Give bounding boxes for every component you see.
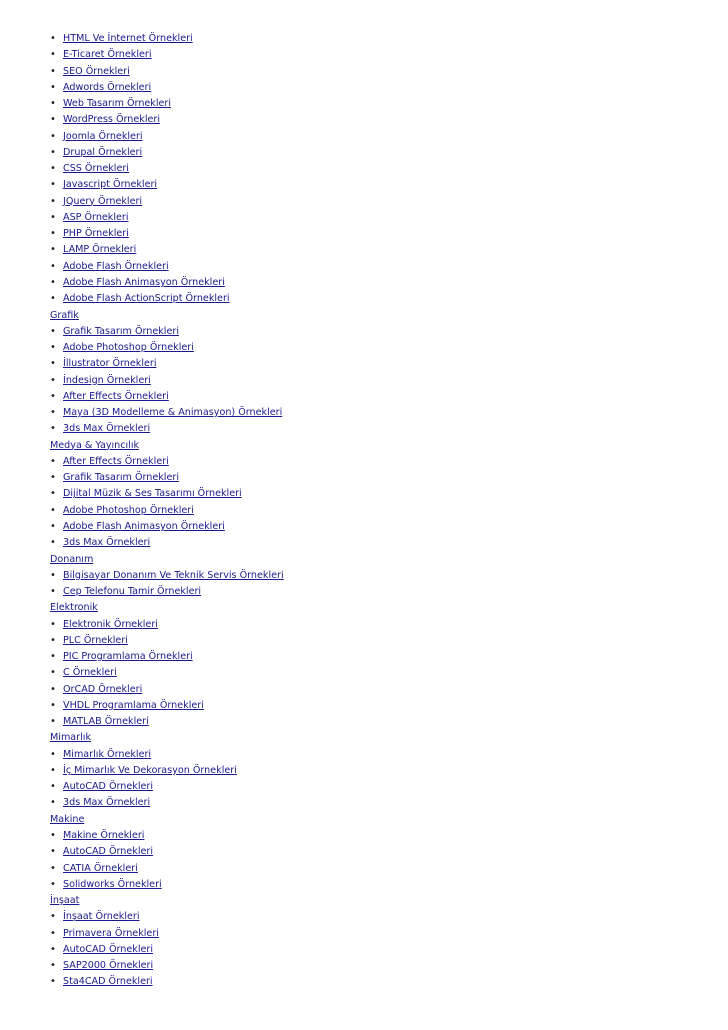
bullet-icon: • — [50, 179, 56, 191]
bullet-icon: • — [50, 211, 56, 223]
list-item — [50, 958, 690, 974]
list-item — [50, 389, 690, 405]
course-link-makine-ornekleri[interactable]: Makine Örnekleri — [63, 830, 145, 842]
list-item — [50, 535, 690, 551]
list-item — [50, 763, 690, 779]
course-link-illustrator-ornekleri[interactable]: İllustrator Örnekleri — [63, 358, 157, 370]
bullet-icon: • — [50, 260, 56, 272]
list-item — [50, 129, 690, 145]
course-link-3ds-max-ornekleri[interactable]: 3ds Max Örnekleri — [63, 537, 151, 549]
course-link-catia-ornekleri[interactable]: CATIA Örnekleri — [63, 862, 138, 874]
list-item — [50, 356, 690, 372]
list-item — [50, 31, 690, 47]
list-item — [50, 486, 690, 502]
list-item — [50, 844, 690, 860]
bullet-icon: • — [50, 244, 56, 256]
course-link-e-ticaret-ornekleri[interactable]: E-Ticaret Örnekleri — [63, 49, 152, 61]
list-item — [50, 80, 690, 96]
list-item — [50, 470, 690, 486]
list-item — [50, 324, 690, 340]
bullet-icon: • — [50, 683, 56, 695]
category-heading-link[interactable]: Medya & Yayıncılık — [50, 439, 140, 451]
bullet-icon: • — [50, 960, 56, 972]
list-item — [50, 665, 690, 681]
list-item — [50, 877, 690, 893]
course-link-mimarlik-ornekleri[interactable]: Mimarlık Örnekleri — [63, 748, 152, 760]
course-link-adobe-photoshop-ornekleri[interactable]: Adobe Photoshop Örnekleri — [63, 342, 194, 354]
list-item — [50, 519, 690, 535]
bullet-icon: • — [50, 781, 56, 793]
list-item — [50, 421, 690, 437]
list-item — [50, 145, 690, 161]
bullet-icon: • — [50, 407, 56, 419]
bullet-icon: • — [50, 667, 56, 679]
bullet-icon: • — [50, 163, 56, 175]
course-link-3ds-max-ornekleri[interactable]: 3ds Max Örnekleri — [63, 797, 151, 809]
course-link-autocad-ornekleri[interactable]: AutoCAD Örnekleri — [63, 781, 154, 793]
course-link-php-ornekleri[interactable]: PHP Örnekleri — [63, 228, 129, 240]
list-item — [50, 405, 690, 421]
course-link-html-ve-internet-ornekleri[interactable]: HTML Ve İnternet Örnekleri — [63, 33, 193, 44]
course-link-dijital-muzik-ses-tasarimi-ornekleri[interactable]: Dijital Müzik & Ses Tasarımı Örnekleri — [63, 488, 242, 500]
bullet-icon: • — [50, 342, 56, 354]
course-link-asp-ornekleri[interactable]: ASP Örnekleri — [63, 211, 129, 223]
bullet-icon: • — [50, 862, 56, 874]
bullet-icon: • — [50, 390, 56, 402]
list-item — [50, 194, 690, 210]
course-link-after-effects-ornekleri[interactable]: After Effects Örnekleri — [63, 455, 169, 467]
bullet-icon: • — [50, 374, 56, 386]
course-link-c-ornekleri[interactable]: C Örnekleri — [63, 667, 117, 679]
course-link-ic-mimarlik-ve-dekorasyon-ornekleri[interactable]: İç Mimarlık Ve Dekorasyon Örnekleri — [63, 764, 237, 776]
course-link-adobe-flash-actionscript-ornekleri[interactable]: Adobe Flash ActionScript Örnekleri — [63, 293, 230, 305]
bullet-icon: • — [50, 586, 56, 598]
bullet-icon: • — [50, 455, 56, 467]
bullet-icon: • — [50, 797, 56, 809]
bullet-icon: • — [50, 537, 56, 549]
course-link-3ds-max-ornekleri[interactable]: 3ds Max Örnekleri — [63, 423, 151, 435]
list-item — [50, 682, 690, 698]
category-heading-link[interactable]: Donanım — [50, 553, 94, 565]
list-item — [50, 177, 690, 193]
bullet-icon: • — [50, 49, 56, 61]
list-item — [50, 942, 690, 958]
course-link-seo-ornekleri[interactable]: SEO Örnekleri — [63, 65, 130, 77]
bullet-icon: • — [50, 927, 56, 939]
category-heading-link[interactable]: Mimarlık — [50, 732, 91, 744]
bullet-icon: • — [50, 618, 56, 630]
course-link-adobe-flash-animasyon-ornekleri[interactable]: Adobe Flash Animasyon Örnekleri — [63, 520, 225, 532]
course-link-pic-programlama-ornekleri[interactable]: PIC Programlama Örnekleri — [63, 651, 193, 663]
course-link-matlab-ornekleri[interactable]: MATLAB Örnekleri — [63, 716, 149, 728]
list-item — [50, 64, 690, 80]
list-item — [50, 747, 690, 763]
category-heading-mimarlik — [50, 730, 690, 746]
bullet-icon: • — [50, 65, 56, 77]
bullet-icon: • — [50, 33, 56, 44]
bullet-icon: • — [50, 520, 56, 532]
course-link-orcad-ornekleri[interactable]: OrCAD Örnekleri — [63, 683, 143, 695]
course-link-plc-ornekleri[interactable]: PLC Örnekleri — [63, 634, 128, 646]
list-item — [50, 779, 690, 795]
list-item — [50, 373, 690, 389]
bullet-icon: • — [50, 488, 56, 500]
course-link-insaat-ornekleri[interactable]: İnşaat Örnekleri — [63, 911, 140, 923]
course-link-web-tasarim-ornekleri[interactable]: Web Tasarım Örnekleri — [63, 98, 172, 110]
category-heading-link[interactable]: Makine — [50, 813, 85, 825]
course-link-adobe-flash-ornekleri[interactable]: Adobe Flash Örnekleri — [63, 260, 169, 272]
category-heading-elektronik — [50, 600, 690, 616]
course-link-primavera-ornekleri[interactable]: Primavera Örnekleri — [63, 927, 159, 939]
course-link-autocad-ornekleri[interactable]: AutoCAD Örnekleri — [63, 846, 154, 858]
course-link-list — [50, 31, 690, 991]
bullet-icon: • — [50, 228, 56, 240]
list-item — [50, 291, 690, 307]
course-link-sap2000-ornekleri[interactable]: SAP2000 Örnekleri — [63, 960, 154, 972]
course-link-solidworks-ornekleri[interactable]: Solidworks Örnekleri — [63, 878, 162, 890]
list-item — [50, 454, 690, 470]
list-item — [50, 584, 690, 600]
course-link-adwords-ornekleri[interactable]: Adwords Örnekleri — [63, 81, 152, 93]
list-item — [50, 275, 690, 291]
course-link-after-effects-ornekleri[interactable]: After Effects Örnekleri — [63, 390, 169, 402]
course-link-bilgisayar-donanim-ve-teknik-servis-ornekleri[interactable]: Bilgisayar Donanım Ve Teknik Servis Örnekleri — [63, 569, 284, 581]
bullet-icon: • — [50, 878, 56, 890]
bullet-icon: • — [50, 716, 56, 728]
bullet-icon: • — [50, 472, 56, 484]
bullet-icon: • — [50, 276, 56, 288]
course-link-drupal-ornekleri[interactable]: Drupal Örnekleri — [63, 146, 143, 158]
course-link-css-ornekleri[interactable]: CSS Örnekleri — [63, 163, 129, 175]
list-item — [50, 340, 690, 356]
list-item — [50, 226, 690, 242]
category-heading-link[interactable]: Grafik — [50, 309, 79, 321]
list-item — [50, 633, 690, 649]
bullet-icon: • — [50, 293, 56, 305]
course-link-jquery-ornekleri[interactable]: JQuery Örnekleri — [63, 195, 143, 207]
course-link-grafik-tasarim-ornekleri[interactable]: Grafik Tasarım Örnekleri — [63, 472, 179, 484]
list-item — [50, 112, 690, 128]
bullet-icon: • — [50, 943, 56, 955]
course-link-vhdl-programlama-ornekleri[interactable]: VHDL Programlama Örnekleri — [63, 699, 204, 711]
list-item — [50, 714, 690, 730]
list-item — [50, 698, 690, 714]
list-item — [50, 568, 690, 584]
category-heading-link[interactable]: İnşaat — [50, 895, 80, 907]
list-item — [50, 795, 690, 811]
list-item — [50, 242, 690, 258]
course-link-joomla-ornekleri[interactable]: Joomla Örnekleri — [63, 130, 143, 142]
bullet-icon: • — [50, 114, 56, 126]
list-item — [50, 828, 690, 844]
course-link-wordpress-ornekleri[interactable]: WordPress Örnekleri — [63, 114, 161, 126]
list-item — [50, 47, 690, 63]
category-heading-donanim — [50, 552, 690, 568]
bullet-icon: • — [50, 830, 56, 842]
list-item — [50, 861, 690, 877]
course-link-javascript-ornekleri[interactable]: Javascript Örnekleri — [63, 179, 158, 191]
bullet-icon: • — [50, 569, 56, 581]
list-item — [50, 161, 690, 177]
bullet-icon: • — [50, 651, 56, 663]
bullet-icon: • — [50, 130, 56, 142]
bullet-icon: • — [50, 325, 56, 337]
bullet-icon: • — [50, 146, 56, 158]
category-heading-medya-yayincilik — [50, 438, 690, 454]
category-heading-grafik — [50, 308, 690, 324]
course-link-grafik-tasarim-ornekleri[interactable]: Grafik Tasarım Örnekleri — [63, 325, 179, 337]
bullet-icon: • — [50, 504, 56, 516]
bullet-icon: • — [50, 911, 56, 923]
list-item — [50, 909, 690, 925]
list-item — [50, 503, 690, 519]
list-item — [50, 259, 690, 275]
bullet-icon: • — [50, 423, 56, 435]
course-link-maya-3d-modelleme-animasyon-ornekleri[interactable]: Maya (3D Modelleme & Animasyon) Örnekleri — [63, 407, 283, 419]
category-heading-insaat — [50, 893, 690, 909]
bullet-icon: • — [50, 699, 56, 711]
course-link-adobe-flash-animasyon-ornekleri[interactable]: Adobe Flash Animasyon Örnekleri — [63, 276, 225, 288]
bullet-icon: • — [50, 98, 56, 110]
bullet-icon: • — [50, 195, 56, 207]
bullet-icon: • — [50, 81, 56, 93]
course-link-lamp-ornekleri[interactable]: LAMP Örnekleri — [63, 244, 137, 256]
list-item — [50, 926, 690, 942]
bullet-icon: • — [50, 358, 56, 370]
list-item — [50, 96, 690, 112]
bullet-icon: • — [50, 748, 56, 760]
list-item — [50, 210, 690, 226]
course-link-adobe-photoshop-ornekleri[interactable]: Adobe Photoshop Örnekleri — [63, 504, 194, 516]
list-item — [50, 974, 690, 990]
category-heading-makine — [50, 812, 690, 828]
bullet-icon: • — [50, 846, 56, 858]
course-link-elektronik-ornekleri[interactable]: Elektronik Örnekleri — [63, 618, 158, 630]
bullet-icon: • — [50, 634, 56, 646]
course-link-indesign-ornekleri[interactable]: İndesign Örnekleri — [63, 374, 151, 386]
category-heading-link[interactable]: Elektronik — [50, 602, 98, 614]
list-item — [50, 617, 690, 633]
list-item — [50, 649, 690, 665]
course-link-autocad-ornekleri[interactable]: AutoCAD Örnekleri — [63, 943, 154, 955]
course-link-sta4cad-ornekleri[interactable]: Sta4CAD Örnekleri — [63, 976, 153, 988]
course-link-cep-telefonu-tamir-ornekleri[interactable]: Cep Telefonu Tamir Örnekleri — [63, 586, 202, 598]
bullet-icon: • — [50, 764, 56, 776]
bullet-icon: • — [50, 976, 56, 988]
